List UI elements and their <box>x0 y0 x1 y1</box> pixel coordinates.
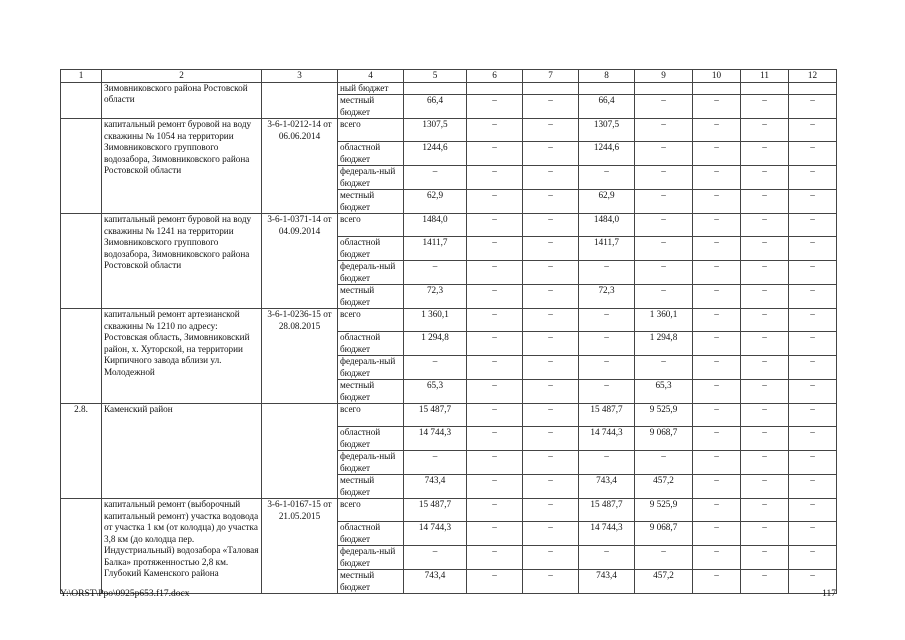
value-cell: 1 294,8 <box>404 332 467 356</box>
funding-source: федераль-ный бюджет <box>338 261 404 285</box>
value-cell: – <box>789 166 837 190</box>
value-cell: – <box>693 451 741 475</box>
value-cell: – <box>693 119 741 142</box>
file-path: Y:\ORST\Ppo\0925p653.f17.docx <box>60 589 190 599</box>
value-cell: – <box>741 309 789 332</box>
value-cell: – <box>789 285 837 309</box>
value-cell: – <box>467 380 523 404</box>
value-cell: – <box>741 404 789 427</box>
value-cell: 72,3 <box>404 285 467 309</box>
value-cell: – <box>741 427 789 451</box>
object-description: капитальный ремонт буровой на воду скважины № 1054 на территории Зимовниковского группового водозабора, Зимовниковского района Ростовской области <box>102 119 262 214</box>
value-cell: – <box>523 404 579 427</box>
table-row <box>61 82 837 95</box>
value-cell: – <box>579 451 635 475</box>
value-cell: 9 525,9 <box>635 499 693 522</box>
row-number: 2.8. <box>61 404 102 499</box>
funding-source: местный бюджет <box>338 475 404 499</box>
funding-source: всего <box>338 499 404 522</box>
funding-source: всего <box>338 404 404 427</box>
value-cell: – <box>693 214 741 237</box>
value-cell: 1307,5 <box>404 119 467 142</box>
value-cell: 1 360,1 <box>635 309 693 332</box>
value-cell: – <box>523 237 579 261</box>
value-cell: – <box>523 427 579 451</box>
value-cell: – <box>789 427 837 451</box>
value-cell: – <box>467 451 523 475</box>
object-description: капитальный ремонт (выборочный капитальный ремонт) участка водовода от участка 1 км (от колодца) до участка 3,8 км (до колодца пер. Индустриальный) водозабора «Таловая Балка» протяженностью 2,8 км. Глубокий Каменского района <box>102 499 262 594</box>
value-cell: – <box>579 546 635 570</box>
value-cell: 66,4 <box>579 95 635 119</box>
table-row <box>61 404 837 427</box>
value-cell: – <box>789 380 837 404</box>
value-cell <box>467 82 523 95</box>
value-cell: 62,9 <box>404 190 467 214</box>
value-cell: 9 068,7 <box>635 522 693 546</box>
value-cell: – <box>523 95 579 119</box>
funding-source: федераль-ный бюджет <box>338 451 404 475</box>
funding-source: областной бюджет <box>338 332 404 356</box>
value-cell: – <box>404 261 467 285</box>
column-number: 7 <box>523 70 579 83</box>
value-cell: – <box>635 214 693 237</box>
value-cell: – <box>693 190 741 214</box>
value-cell: – <box>523 356 579 380</box>
value-cell: – <box>693 332 741 356</box>
value-cell: – <box>635 166 693 190</box>
value-cell <box>741 82 789 95</box>
value-cell: – <box>741 522 789 546</box>
funding-source: местный бюджет <box>338 95 404 119</box>
funding-source: областной бюджет <box>338 427 404 451</box>
document-reference <box>262 404 338 499</box>
funding-source: местный бюджет <box>338 380 404 404</box>
value-cell: – <box>741 570 789 594</box>
column-number: 6 <box>467 70 523 83</box>
funding-source: федераль-ный бюджет <box>338 166 404 190</box>
value-cell: – <box>635 285 693 309</box>
value-cell: 1484,0 <box>579 214 635 237</box>
object-description: Каменский район <box>102 404 262 499</box>
value-cell: 14 744,3 <box>404 427 467 451</box>
value-cell: – <box>741 475 789 499</box>
funding-source: местный бюджет <box>338 190 404 214</box>
value-cell: – <box>467 95 523 119</box>
value-cell: – <box>693 546 741 570</box>
value-cell: – <box>741 237 789 261</box>
value-cell: 15 487,7 <box>404 499 467 522</box>
value-cell: – <box>741 119 789 142</box>
value-cell <box>693 82 741 95</box>
value-cell: – <box>523 570 579 594</box>
document-reference: 3-6-1-0212-14 от 06.06.2014 <box>262 119 338 214</box>
page-number: 117 <box>822 589 836 599</box>
object-description: Зимовниковского района Ростовской области <box>102 82 262 119</box>
value-cell: – <box>523 380 579 404</box>
value-cell: – <box>789 237 837 261</box>
column-number: 2 <box>102 70 262 83</box>
column-number: 1 <box>61 70 102 83</box>
value-cell: – <box>693 166 741 190</box>
value-cell: – <box>693 285 741 309</box>
value-cell: – <box>523 261 579 285</box>
value-cell: – <box>635 261 693 285</box>
value-cell: 1307,5 <box>579 119 635 142</box>
value-cell: – <box>789 142 837 166</box>
funding-source: областной бюджет <box>338 237 404 261</box>
column-number: 11 <box>741 70 789 83</box>
value-cell: – <box>523 475 579 499</box>
value-cell: – <box>693 142 741 166</box>
value-cell: – <box>741 285 789 309</box>
value-cell: – <box>741 214 789 237</box>
value-cell: – <box>523 332 579 356</box>
row-number <box>61 119 102 214</box>
funding-source: федераль-ный бюджет <box>338 356 404 380</box>
value-cell: – <box>523 499 579 522</box>
value-cell <box>523 82 579 95</box>
value-cell: 743,4 <box>404 570 467 594</box>
value-cell: 65,3 <box>404 380 467 404</box>
value-cell: 9 068,7 <box>635 427 693 451</box>
value-cell: – <box>467 261 523 285</box>
row-number <box>61 214 102 309</box>
value-cell: 743,4 <box>579 475 635 499</box>
value-cell: – <box>523 190 579 214</box>
value-cell: – <box>693 95 741 119</box>
column-number: 3 <box>262 70 338 83</box>
value-cell: – <box>693 261 741 285</box>
value-cell: – <box>467 546 523 570</box>
value-cell: – <box>635 142 693 166</box>
value-cell: – <box>741 142 789 166</box>
object-description: капитальный ремонт артезианской скважины № 1210 по адресу: Ростовская область, Зимовниковский район, х. Хуторской, на территории Кирпичного завода вблизи ул. Молодежной <box>102 309 262 404</box>
object-description: капитальный ремонт буровой на воду скважины № 1241 на территории Зимовниковского группового водозабора, Зимовниковского района Ростовской области <box>102 214 262 309</box>
value-cell: – <box>693 475 741 499</box>
value-cell: – <box>635 95 693 119</box>
value-cell: – <box>523 142 579 166</box>
value-cell: – <box>523 285 579 309</box>
value-cell: – <box>467 427 523 451</box>
value-cell: – <box>789 499 837 522</box>
value-cell: – <box>404 166 467 190</box>
value-cell: 1 360,1 <box>404 309 467 332</box>
value-cell: – <box>579 261 635 285</box>
value-cell: – <box>741 190 789 214</box>
value-cell: 1411,7 <box>579 237 635 261</box>
column-number: 4 <box>338 70 404 83</box>
value-cell: – <box>693 309 741 332</box>
value-cell: 72,3 <box>579 285 635 309</box>
value-cell: – <box>635 356 693 380</box>
value-cell: – <box>789 475 837 499</box>
column-number: 12 <box>789 70 837 83</box>
row-number <box>61 82 102 119</box>
value-cell: – <box>635 451 693 475</box>
value-cell <box>579 82 635 95</box>
funding-source: федераль-ный бюджет <box>338 546 404 570</box>
funding-source: областной бюджет <box>338 142 404 166</box>
table-body <box>61 82 837 594</box>
value-cell: 14 744,3 <box>579 427 635 451</box>
value-cell: – <box>579 356 635 380</box>
value-cell: – <box>579 166 635 190</box>
value-cell: – <box>467 142 523 166</box>
column-number: 10 <box>693 70 741 83</box>
column-number: 9 <box>635 70 693 83</box>
funding-source: ный бюджет <box>338 82 404 95</box>
value-cell: – <box>467 309 523 332</box>
table-row <box>61 499 837 522</box>
value-cell: 457,2 <box>635 570 693 594</box>
value-cell: – <box>579 332 635 356</box>
document-reference: 3-6-1-0236-15 от 28.08.2015 <box>262 309 338 404</box>
value-cell: 1484,0 <box>404 214 467 237</box>
value-cell: – <box>741 451 789 475</box>
funding-source: всего <box>338 214 404 237</box>
value-cell: – <box>467 356 523 380</box>
value-cell: – <box>693 404 741 427</box>
row-number <box>61 309 102 404</box>
value-cell: – <box>404 451 467 475</box>
value-cell: – <box>693 570 741 594</box>
value-cell: 743,4 <box>404 475 467 499</box>
funding-source: всего <box>338 309 404 332</box>
value-cell: – <box>741 546 789 570</box>
value-cell: – <box>404 546 467 570</box>
value-cell: – <box>635 119 693 142</box>
value-cell: 9 525,9 <box>635 404 693 427</box>
value-cell: – <box>741 261 789 285</box>
value-cell: – <box>789 214 837 237</box>
value-cell: – <box>467 285 523 309</box>
value-cell: 15 487,7 <box>579 499 635 522</box>
value-cell: – <box>789 356 837 380</box>
value-cell: – <box>404 356 467 380</box>
value-cell: – <box>789 95 837 119</box>
value-cell: 15 487,7 <box>404 404 467 427</box>
value-cell: – <box>523 522 579 546</box>
funding-source: всего <box>338 119 404 142</box>
value-cell: – <box>789 332 837 356</box>
value-cell: 15 487,7 <box>579 404 635 427</box>
value-cell: 743,4 <box>579 570 635 594</box>
value-cell: – <box>741 356 789 380</box>
value-cell: – <box>789 451 837 475</box>
table-row <box>61 119 837 142</box>
table-row <box>61 309 837 332</box>
value-cell: – <box>467 214 523 237</box>
value-cell: – <box>579 309 635 332</box>
column-numbers-row <box>61 70 837 83</box>
column-number: 8 <box>579 70 635 83</box>
value-cell: – <box>789 309 837 332</box>
value-cell: 14 744,3 <box>579 522 635 546</box>
value-cell: – <box>467 237 523 261</box>
value-cell: – <box>523 166 579 190</box>
value-cell: – <box>741 380 789 404</box>
value-cell: – <box>789 190 837 214</box>
value-cell: – <box>635 190 693 214</box>
value-cell: – <box>635 237 693 261</box>
value-cell: – <box>467 522 523 546</box>
value-cell: – <box>693 522 741 546</box>
document-reference: 3-6-1-0167-15 от 21.05.2015 <box>262 499 338 594</box>
value-cell: 65,3 <box>635 380 693 404</box>
value-cell: – <box>523 119 579 142</box>
value-cell: 457,2 <box>635 475 693 499</box>
value-cell: 1411,7 <box>404 237 467 261</box>
value-cell: 62,9 <box>579 190 635 214</box>
value-cell: 66,4 <box>404 95 467 119</box>
value-cell: – <box>523 309 579 332</box>
value-cell <box>789 82 837 95</box>
value-cell: – <box>693 356 741 380</box>
funding-source: местный бюджет <box>338 285 404 309</box>
value-cell: – <box>693 380 741 404</box>
value-cell: – <box>789 570 837 594</box>
value-cell: – <box>789 546 837 570</box>
funding-source: местный бюджет <box>338 570 404 594</box>
value-cell: – <box>789 404 837 427</box>
value-cell: – <box>579 380 635 404</box>
column-number: 5 <box>404 70 467 83</box>
value-cell: – <box>789 522 837 546</box>
document-reference: 3-6-1-0371-14 от 04.09.2014 <box>262 214 338 309</box>
value-cell <box>404 82 467 95</box>
value-cell: – <box>467 190 523 214</box>
value-cell: 1 294,8 <box>635 332 693 356</box>
value-cell: – <box>467 404 523 427</box>
value-cell: – <box>789 119 837 142</box>
value-cell: – <box>467 119 523 142</box>
value-cell <box>635 82 693 95</box>
value-cell: – <box>741 499 789 522</box>
document-reference <box>262 82 338 119</box>
value-cell: – <box>467 332 523 356</box>
table-row <box>61 214 837 237</box>
row-number <box>61 499 102 594</box>
value-cell: – <box>523 451 579 475</box>
value-cell: – <box>693 499 741 522</box>
value-cell: – <box>741 95 789 119</box>
value-cell: – <box>523 214 579 237</box>
value-cell: – <box>789 261 837 285</box>
value-cell: – <box>741 332 789 356</box>
value-cell: 1244,6 <box>404 142 467 166</box>
value-cell: – <box>693 237 741 261</box>
value-cell: – <box>523 546 579 570</box>
value-cell: 1244,6 <box>579 142 635 166</box>
value-cell: – <box>741 166 789 190</box>
budget-table <box>60 69 837 594</box>
value-cell: – <box>467 570 523 594</box>
value-cell: – <box>467 475 523 499</box>
value-cell: – <box>467 166 523 190</box>
funding-source: областной бюджет <box>338 522 404 546</box>
value-cell: 14 744,3 <box>404 522 467 546</box>
value-cell: – <box>693 427 741 451</box>
value-cell: – <box>467 499 523 522</box>
value-cell: – <box>635 546 693 570</box>
